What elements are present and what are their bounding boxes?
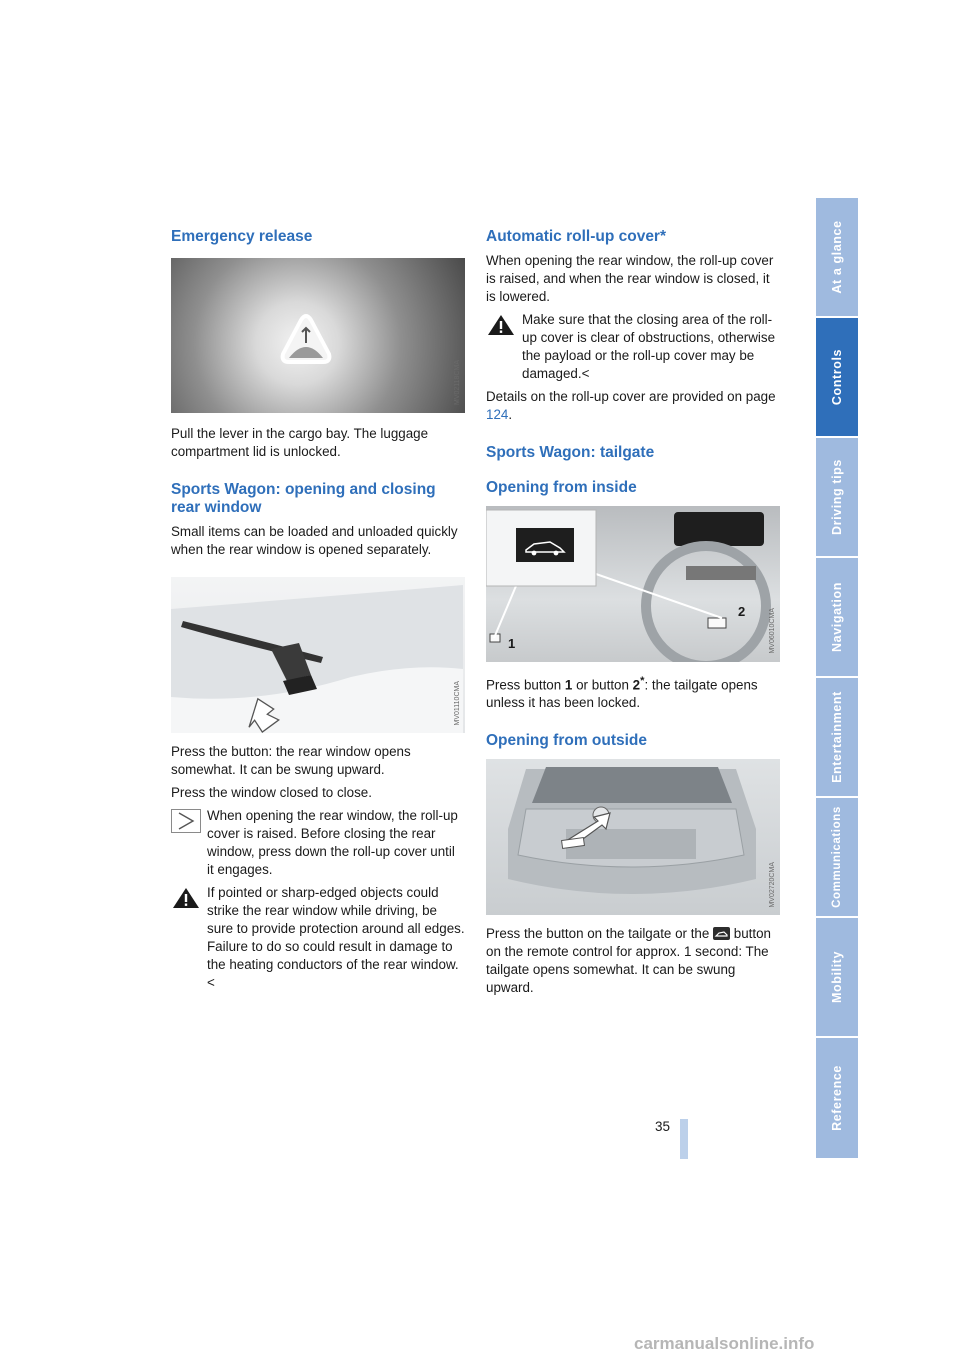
- tab-navigation[interactable]: Navigation: [816, 558, 858, 678]
- rear-window-warning-text: If pointed or sharp-edged objects could strike the rear window while driving, be sure to provide protection around all edges. Failure to do so could result in damage to the heating conductors of the rear window.<: [207, 885, 465, 990]
- left-column: [171, 228, 465, 992]
- section-heading-rear-window: Sports Wagon: opening and closing rear window: [171, 481, 436, 516]
- rear-wiper-illustration: [171, 577, 463, 733]
- opening-outside-figure: [486, 759, 780, 915]
- triangle-warning-icon: [171, 886, 201, 910]
- rear-window-close-text: Press the window closed to close.: [171, 785, 372, 800]
- rollup-warning-text: Make sure that the closing area of the roll-up cover is clear of obstructions, otherwise the payload or the roll-up cover may be damaged.<: [522, 312, 776, 381]
- page-number: 35: [655, 1119, 671, 1134]
- subheading-opening-inside: Opening from inside: [486, 479, 637, 496]
- tab-reference[interactable]: Reference: [816, 1038, 858, 1160]
- tab-at-a-glance[interactable]: At a glance: [816, 198, 858, 318]
- emergency-handle-illustration: [171, 258, 463, 413]
- note-arrow-icon: [171, 809, 201, 833]
- callout-2: 2: [738, 604, 746, 619]
- rollup-details-text: Details on the roll-up cover are provided on page 124.: [486, 389, 776, 422]
- tailgate-illustration: [486, 759, 778, 915]
- rear-window-note: [171, 807, 465, 879]
- dashboard-illustration: [486, 506, 778, 662]
- emergency-release-figure: [171, 258, 465, 413]
- section-heading-tailgate: Sports Wagon: tailgate: [486, 444, 655, 461]
- rear-window-press-text: Press the button: the rear window opens somewhat. It can be swung upward.: [171, 744, 411, 777]
- tab-mobility[interactable]: Mobility: [816, 918, 858, 1038]
- opening-inside-figure: [486, 506, 780, 662]
- chapter-tabs: [816, 198, 858, 1160]
- callout-1: 1: [508, 636, 516, 651]
- section-heading-rollup-cover: Automatic roll-up cover*: [486, 228, 666, 245]
- tab-communications[interactable]: Communications: [816, 798, 858, 918]
- page-reference-link[interactable]: 124: [486, 407, 509, 422]
- rear-window-note-text: When opening the rear window, the roll-up cover is raised. Before closing the rear window, press down the roll-up cover until it engages.: [207, 808, 458, 877]
- tab-controls[interactable]: Controls: [816, 318, 858, 438]
- page-number-bar: [680, 1119, 688, 1159]
- opening-inside-text: Press button 1 or button 2*: the tailgate opens unless it has been locked.: [486, 675, 758, 711]
- tab-driving-tips[interactable]: Driving tips: [816, 438, 858, 558]
- rear-window-intro: Small items can be loaded and unloaded quickly when the rear window is opened separately.: [171, 524, 458, 557]
- rollup-text: When opening the rear window, the roll-up cover is raised, and when the rear window is closed, it is lowered.: [486, 253, 774, 304]
- figure-code: MV06010CMA: [769, 608, 776, 654]
- figure-code: MV02720CMA: [769, 861, 776, 908]
- rear-window-figure: [171, 577, 465, 733]
- figure-code: MV02118CMA: [454, 359, 461, 405]
- triangle-warning-icon: [486, 313, 516, 337]
- rear-window-warning: [171, 884, 465, 992]
- section-heading-emergency-release: Emergency release: [171, 228, 313, 245]
- opening-outside-text: Press the button on the tailgate or the button on the remote control for approx. 1 second: The tailgate opens somewhat. It can be swung upward.: [486, 926, 771, 996]
- tab-entertainment[interactable]: Entertainment: [816, 678, 858, 798]
- emergency-release-text: Pull the lever in the cargo bay. The luggage compartment lid is unlocked.: [171, 426, 429, 459]
- subheading-opening-outside: Opening from outside: [486, 732, 648, 750]
- remote-tailgate-icon: [713, 927, 730, 940]
- figure-code: MV01110CMA: [454, 680, 461, 725]
- right-column: [486, 228, 780, 997]
- rollup-warning: [486, 311, 780, 383]
- watermark: carmanualsonline.info: [634, 1334, 815, 1353]
